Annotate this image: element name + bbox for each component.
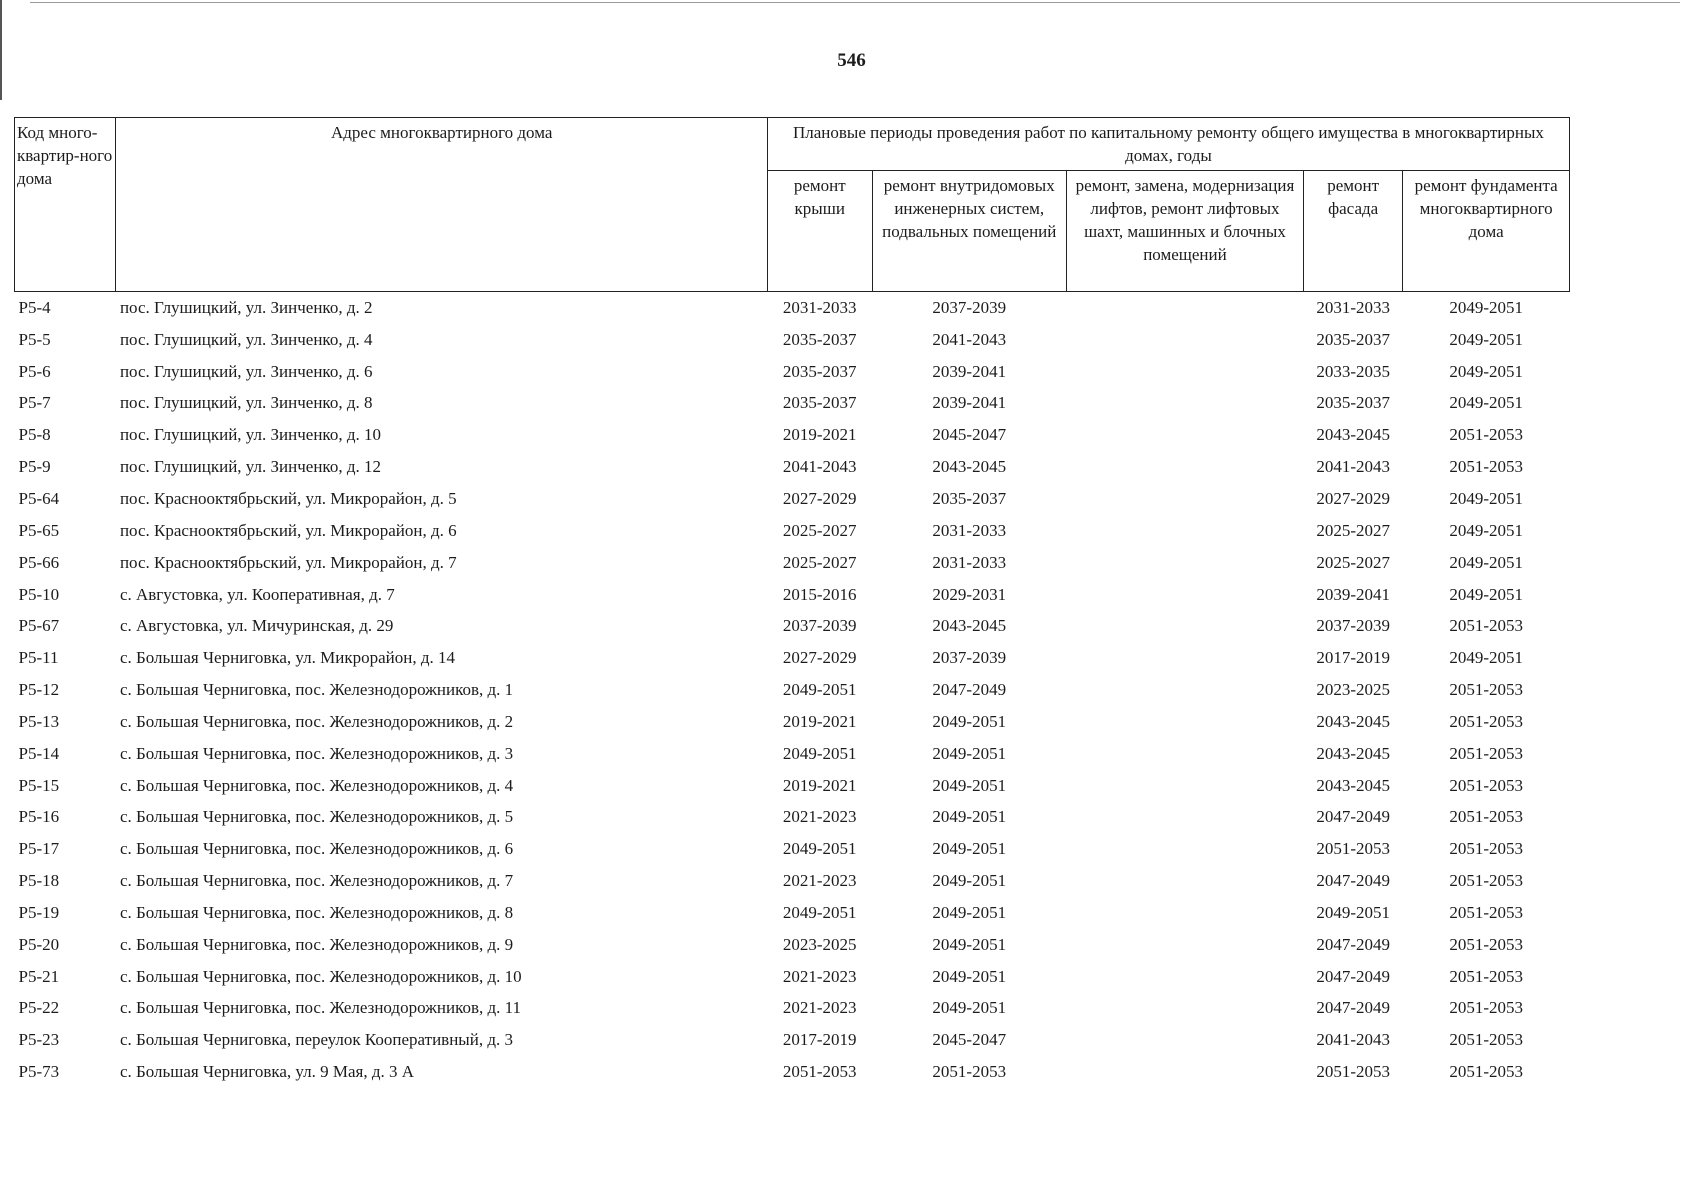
cell-foundation: 2051-2053 [1449, 966, 1523, 986]
cell-systems: 2037-2039 [932, 648, 1007, 668]
cell-lifts [1066, 833, 1303, 865]
cell-foundation: 2049-2051 [1449, 297, 1523, 317]
cell-lifts [1066, 802, 1303, 834]
header-foundation: ремонт фундамента многоквартирного дома [1403, 171, 1570, 292]
cell-lifts [1066, 419, 1303, 451]
table-body [15, 292, 1570, 1089]
cell-systems: 2049-2051 [932, 966, 1007, 986]
cell-foundation: 2051-2053 [1449, 998, 1523, 1018]
cell-foundation: 2049-2051 [1449, 552, 1523, 572]
cell-systems: 2043-2045 [932, 457, 1007, 477]
cell-foundation: 2049-2051 [1449, 584, 1523, 604]
page-number: 546 [837, 50, 866, 71]
cell-systems: 2039-2041 [932, 393, 1007, 413]
scan-edge-top [30, 2, 1680, 3]
cell-roof: 2037-2039 [782, 616, 857, 636]
cell-address: с. Большая Черниговка, ул. Микрорайон, д. 14 [119, 648, 455, 668]
cell-facade: 2023-2025 [1316, 680, 1390, 700]
cell-lifts [1066, 483, 1303, 515]
cell-address: с. Большая Черниговка, пос. Железнодорожников, д. 10 [119, 966, 522, 986]
cell-roof: 2041-2043 [782, 457, 857, 477]
cell-facade: 2041-2043 [1316, 457, 1390, 477]
cell-roof: 2019-2021 [782, 711, 857, 731]
cell-roof: 2021-2023 [782, 998, 857, 1018]
cell-systems: 2045-2047 [932, 1030, 1007, 1050]
cell-facade: 2051-2053 [1316, 1062, 1390, 1082]
cell-lifts [1066, 865, 1303, 897]
cell-address: с. Большая Черниговка, пос. Железнодорожников, д. 2 [119, 711, 514, 731]
cell-foundation: 2049-2051 [1449, 361, 1523, 381]
cell-code: Р5-11 [18, 648, 59, 668]
cell-foundation: 2049-2051 [1449, 329, 1523, 349]
cell-facade: 2047-2049 [1316, 966, 1390, 986]
table-row [15, 897, 1570, 929]
cell-address: пос. Глушицкий, ул. Зинченко, д. 8 [119, 393, 373, 413]
table-row [15, 833, 1570, 865]
table-row [15, 292, 1570, 324]
cell-address: с. Большая Черниговка, пос. Железнодорожников, д. 4 [119, 775, 514, 795]
cell-systems: 2043-2045 [932, 616, 1007, 636]
cell-systems: 2045-2047 [932, 425, 1007, 445]
cell-facade: 2037-2039 [1316, 616, 1390, 636]
table-row [15, 961, 1570, 993]
cell-address: с. Августовка, ул. Мичуринская, д. 29 [119, 616, 394, 636]
cell-lifts [1066, 738, 1303, 770]
cell-systems: 2041-2043 [932, 329, 1007, 349]
cell-lifts [1066, 324, 1303, 356]
header-code: Код много-квартир-ного дома [15, 118, 116, 292]
cell-foundation: 2049-2051 [1449, 393, 1523, 413]
cell-systems: 2049-2051 [932, 775, 1007, 795]
cell-roof: 2035-2037 [782, 361, 857, 381]
cell-address: с. Большая Черниговка, пос. Железнодорожников, д. 1 [119, 680, 514, 700]
header-planned-periods: Плановые периоды проведения работ по капитальному ремонту общего имущества в многоквартирных домах, годы [767, 118, 1569, 171]
cell-roof: 2035-2037 [782, 393, 857, 413]
cell-foundation: 2051-2053 [1449, 871, 1523, 891]
cell-code: Р5-20 [18, 934, 60, 954]
cell-facade: 2025-2027 [1316, 520, 1390, 540]
table-row [15, 324, 1570, 356]
cell-lifts [1066, 1024, 1303, 1056]
cell-code: Р5-22 [18, 998, 60, 1018]
cell-systems: 2049-2051 [932, 743, 1007, 763]
cell-lifts [1066, 610, 1303, 642]
cell-systems: 2049-2051 [932, 998, 1007, 1018]
cell-roof: 2049-2051 [782, 902, 857, 922]
table-row [15, 738, 1570, 770]
cell-lifts [1066, 388, 1303, 420]
cell-code: Р5-12 [18, 680, 60, 700]
cell-roof: 2035-2037 [782, 329, 857, 349]
cell-foundation: 2051-2053 [1449, 902, 1523, 922]
cell-address: пос. Глушицкий, ул. Зинченко, д. 12 [119, 457, 381, 477]
table-row [15, 802, 1570, 834]
cell-code: Р5-13 [18, 711, 60, 731]
cell-facade: 2043-2045 [1316, 743, 1390, 763]
cell-code: Р5-16 [18, 807, 60, 827]
cell-facade: 2017-2019 [1316, 648, 1390, 668]
cell-foundation: 2049-2051 [1449, 520, 1523, 540]
table-row [15, 547, 1570, 579]
cell-systems: 2049-2051 [932, 934, 1007, 954]
cell-lifts [1066, 770, 1303, 802]
cell-address: пос. Глушицкий, ул. Зинченко, д. 2 [119, 297, 373, 317]
cell-lifts [1066, 929, 1303, 961]
cell-address: с. Большая Черниговка, пос. Железнодорожников, д. 3 [119, 743, 514, 763]
cell-code: Р5-19 [18, 902, 60, 922]
cell-roof: 2019-2021 [782, 775, 857, 795]
cell-lifts [1066, 642, 1303, 674]
cell-code: Р5-21 [18, 966, 60, 986]
table-row [15, 610, 1570, 642]
cell-systems: 2039-2041 [932, 361, 1007, 381]
cell-facade: 2047-2049 [1316, 807, 1390, 827]
table-row [15, 388, 1570, 420]
header-facade: ремонт фасада [1304, 171, 1403, 292]
cell-lifts [1066, 515, 1303, 547]
cell-lifts [1066, 579, 1303, 611]
cell-code: Р5-66 [18, 552, 60, 572]
cell-foundation: 2051-2053 [1449, 934, 1523, 954]
cell-address: пос. Краснооктябрьский, ул. Микрорайон, д. 5 [119, 488, 457, 508]
cell-address: с. Большая Черниговка, ул. 9 Мая, д. 3 А [119, 1062, 415, 1082]
cell-address: пос. Глушицкий, ул. Зинченко, д. 4 [119, 329, 373, 349]
cell-foundation: 2051-2053 [1449, 807, 1523, 827]
table-row [15, 642, 1570, 674]
cell-code: Р5-18 [18, 871, 60, 891]
cell-foundation: 2051-2053 [1449, 680, 1523, 700]
cell-roof: 2025-2027 [782, 552, 857, 572]
cell-code: Р5-14 [18, 743, 60, 763]
cell-roof: 2025-2027 [782, 520, 857, 540]
cell-foundation: 2051-2053 [1449, 1062, 1523, 1082]
cell-code: Р5-64 [18, 488, 60, 508]
table-row [15, 706, 1570, 738]
cell-systems: 2047-2049 [932, 680, 1007, 700]
cell-roof: 2049-2051 [782, 743, 857, 763]
cell-systems: 2049-2051 [932, 902, 1007, 922]
cell-foundation: 2051-2053 [1449, 457, 1523, 477]
cell-lifts [1066, 674, 1303, 706]
table-row [15, 674, 1570, 706]
table-row [15, 993, 1570, 1025]
cell-code: Р5-67 [18, 616, 60, 636]
cell-roof: 2051-2053 [782, 1062, 857, 1082]
cell-lifts [1066, 547, 1303, 579]
cell-code: Р5-65 [18, 520, 60, 540]
cell-systems: 2049-2051 [932, 871, 1007, 891]
cell-roof: 2031-2033 [782, 297, 857, 317]
cell-code: Р5-17 [18, 839, 60, 859]
cell-foundation: 2051-2053 [1449, 775, 1523, 795]
cell-foundation: 2051-2053 [1449, 1030, 1523, 1050]
cell-roof: 2017-2019 [782, 1030, 857, 1050]
cell-systems: 2029-2031 [932, 584, 1007, 604]
cell-facade: 2047-2049 [1316, 871, 1390, 891]
cell-code: Р5-4 [18, 297, 51, 317]
cell-facade: 2039-2041 [1316, 584, 1390, 604]
cell-facade: 2025-2027 [1316, 552, 1390, 572]
cell-lifts [1066, 292, 1303, 324]
cell-roof: 2021-2023 [782, 807, 857, 827]
cell-code: Р5-6 [18, 361, 51, 381]
cell-roof: 2049-2051 [782, 839, 857, 859]
cell-address: с. Августовка, ул. Кооперативная, д. 7 [119, 584, 395, 604]
cell-code: Р5-7 [18, 393, 51, 413]
cell-foundation: 2051-2053 [1449, 711, 1523, 731]
table-row [15, 1024, 1570, 1056]
cell-code: Р5-10 [18, 584, 60, 604]
table-row [15, 579, 1570, 611]
cell-facade: 2043-2045 [1316, 775, 1390, 795]
cell-address: с. Большая Черниговка, переулок Кооперативный, д. 3 [119, 1030, 513, 1050]
cell-systems: 2049-2051 [932, 711, 1007, 731]
cell-foundation: 2051-2053 [1449, 616, 1523, 636]
header-lifts: ремонт, замена, модернизация лифтов, ремонт лифтовых шахт, машинных и блочных помещений [1066, 171, 1303, 292]
header-systems: ремонт внутридомовых инженерных систем, подвальных помещений [872, 171, 1066, 292]
cell-foundation: 2051-2053 [1449, 743, 1523, 763]
table-row [15, 515, 1570, 547]
cell-code: Р5-9 [18, 457, 51, 477]
cell-address: пос. Глушицкий, ул. Зинченко, д. 10 [119, 425, 381, 445]
cell-systems: 2035-2037 [932, 488, 1007, 508]
cell-address: пос. Краснооктябрьский, ул. Микрорайон, д. 7 [119, 552, 457, 572]
cell-lifts [1066, 961, 1303, 993]
cell-facade: 2047-2049 [1316, 934, 1390, 954]
cell-facade: 2033-2035 [1316, 361, 1390, 381]
cell-roof: 2021-2023 [782, 966, 857, 986]
cell-facade: 2043-2045 [1316, 711, 1390, 731]
cell-facade: 2031-2033 [1316, 297, 1390, 317]
cell-facade: 2041-2043 [1316, 1030, 1390, 1050]
cell-roof: 2021-2023 [782, 871, 857, 891]
cell-systems: 2031-2033 [932, 552, 1007, 572]
cell-facade: 2051-2053 [1316, 839, 1390, 859]
table-row [15, 929, 1570, 961]
cell-lifts [1066, 1056, 1303, 1088]
cell-facade: 2035-2037 [1316, 329, 1390, 349]
cell-roof: 2027-2029 [782, 648, 857, 668]
cell-systems: 2049-2051 [932, 839, 1007, 859]
cell-facade: 2047-2049 [1316, 998, 1390, 1018]
cell-code: Р5-8 [18, 425, 51, 445]
table-row [15, 419, 1570, 451]
cell-address: с. Большая Черниговка, пос. Железнодорожников, д. 5 [119, 807, 514, 827]
header-roof: ремонт крыши [767, 171, 872, 292]
cell-address: с. Большая Черниговка, пос. Железнодорожников, д. 6 [119, 839, 514, 859]
cell-roof: 2015-2016 [782, 584, 857, 604]
table-row [15, 483, 1570, 515]
cell-foundation: 2049-2051 [1449, 488, 1523, 508]
table-row [15, 451, 1570, 483]
cell-foundation: 2051-2053 [1449, 425, 1523, 445]
cell-roof: 2027-2029 [782, 488, 857, 508]
cell-facade: 2035-2037 [1316, 393, 1390, 413]
table-header [15, 118, 1570, 292]
cell-lifts [1066, 706, 1303, 738]
cell-roof: 2019-2021 [782, 425, 857, 445]
cell-lifts [1066, 993, 1303, 1025]
cell-facade: 2043-2045 [1316, 425, 1390, 445]
cell-address: с. Большая Черниговка, пос. Железнодорожников, д. 11 [119, 998, 522, 1018]
table-row [15, 356, 1570, 388]
cell-code: Р5-73 [18, 1062, 60, 1082]
cell-lifts [1066, 897, 1303, 929]
cell-lifts [1066, 451, 1303, 483]
cell-systems: 2031-2033 [932, 520, 1007, 540]
cell-address: с. Большая Черниговка, пос. Железнодорожников, д. 8 [119, 902, 514, 922]
cell-facade: 2027-2029 [1316, 488, 1390, 508]
cell-address: пос. Краснооктябрьский, ул. Микрорайон, д. 6 [119, 520, 457, 540]
cell-code: Р5-15 [18, 775, 60, 795]
header-address: Адрес многоквартирного дома [116, 118, 767, 292]
cell-systems: 2049-2051 [932, 807, 1007, 827]
table-row [15, 770, 1570, 802]
cell-address: с. Большая Черниговка, пос. Железнодорожников, д. 7 [119, 871, 514, 891]
cell-roof: 2049-2051 [782, 680, 857, 700]
cell-address: пос. Глушицкий, ул. Зинченко, д. 6 [119, 361, 373, 381]
cell-foundation: 2051-2053 [1449, 839, 1523, 859]
cell-roof: 2023-2025 [782, 934, 857, 954]
table-row [15, 1056, 1570, 1088]
cell-foundation: 2049-2051 [1449, 648, 1523, 668]
cell-address: с. Большая Черниговка, пос. Железнодорожников, д. 9 [119, 934, 514, 954]
cell-systems: 2051-2053 [932, 1062, 1007, 1082]
cell-systems: 2037-2039 [932, 297, 1007, 317]
cell-facade: 2049-2051 [1316, 902, 1390, 922]
cell-code: Р5-5 [18, 329, 51, 349]
table-row [15, 865, 1570, 897]
cell-code: Р5-23 [18, 1030, 60, 1050]
capital-repair-table [14, 117, 1570, 1088]
cell-lifts [1066, 356, 1303, 388]
